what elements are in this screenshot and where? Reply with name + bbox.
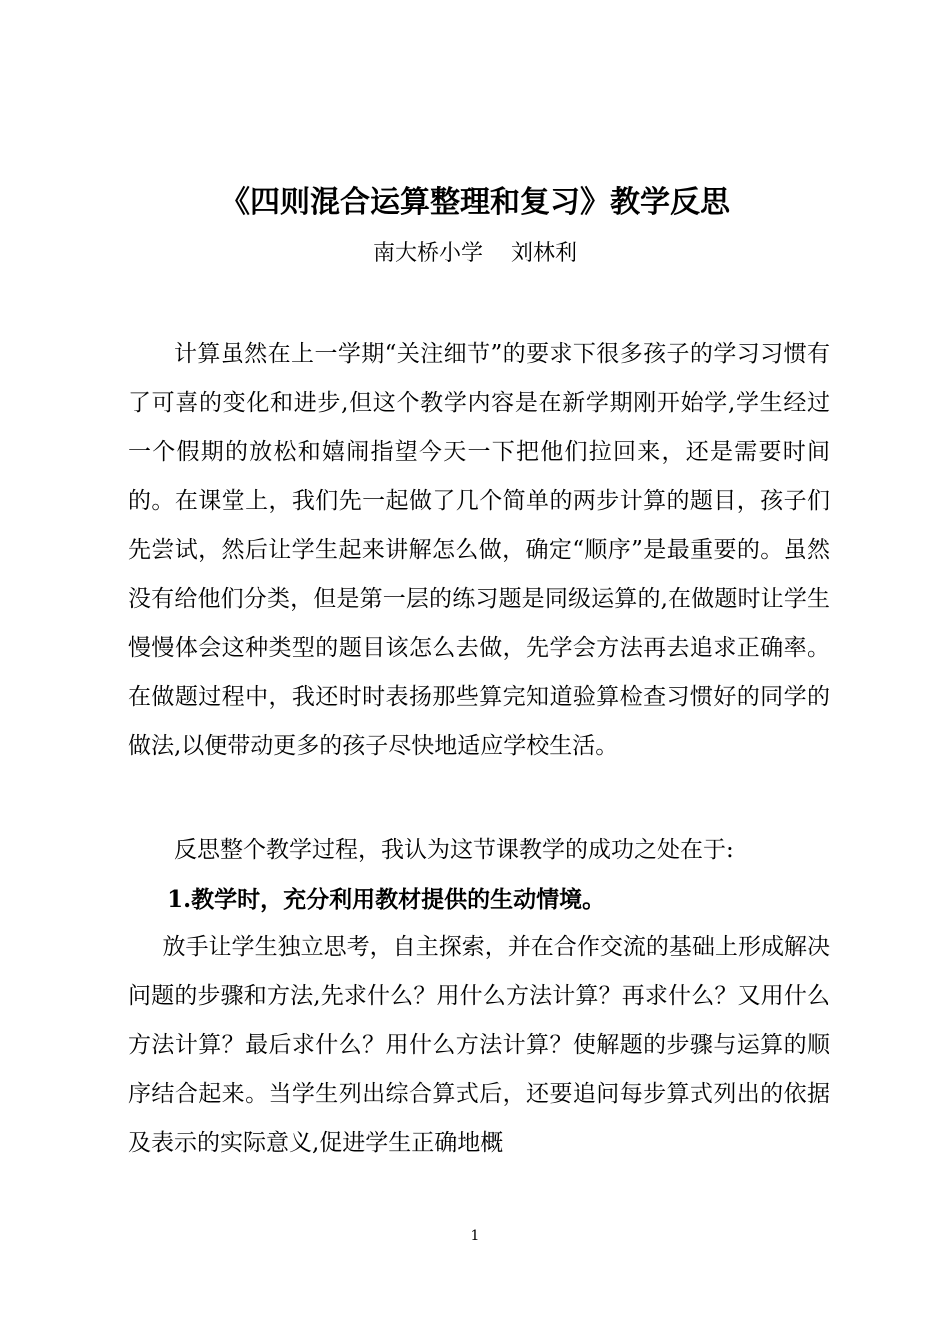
author-line: 南大桥小学 刘林利 (373, 241, 577, 266)
body-paragraph-2: 反思整个教学过程，我认为这节课教学的成功之处在于: (174, 837, 734, 863)
page-number: 1 (470, 1228, 480, 1244)
body-paragraph-1: 计算虽然在上一学期“关注细节”的要求下很多孩子的学习习惯有了可喜的变化和进步,但这个教学内容是在新学期刚开始学,学生经过一个假期的放松和嬉闹指望今天一下把他们拉回来，还是需要时间的。在课堂上，我们先一起做了几个简单的两步计算的题目，孩子们先尝试，然后让学生起来讲解怎么做，确定“顺序”是最重要的。虽然没有给他们分类，但是第一层的练习题是同级运算的,在做题时让学生慢慢体会这种类型的题目该怎么去做，先学会方法再去追求正确率。在做题过程中，我还时时表扬那些算完知道验算检查习惯好的同学的做法,以便带动更多的孩子尽快地适应学校生活。 (128, 341, 830, 759)
section-heading-1: 1.教学时，充分利用教材提供的生动情境。 (167, 886, 606, 913)
body-paragraph-3: 放手让学生独立思考，自主探索，并在合作交流的基础上形成解决问题的步骤和方法,先求什么？用什么方法计算？再求什么？又用什么方法计算？最后求什么？用什么方法计算？使解题的步骤与运算的顺序结合起来。当学生列出综合算式后，还要追问每步算式列出的依据及表示的实际意义,促进学生正确地概 (128, 934, 830, 1156)
document-title: 《四则混合运算整理和复习》教学反思 (220, 185, 730, 220)
